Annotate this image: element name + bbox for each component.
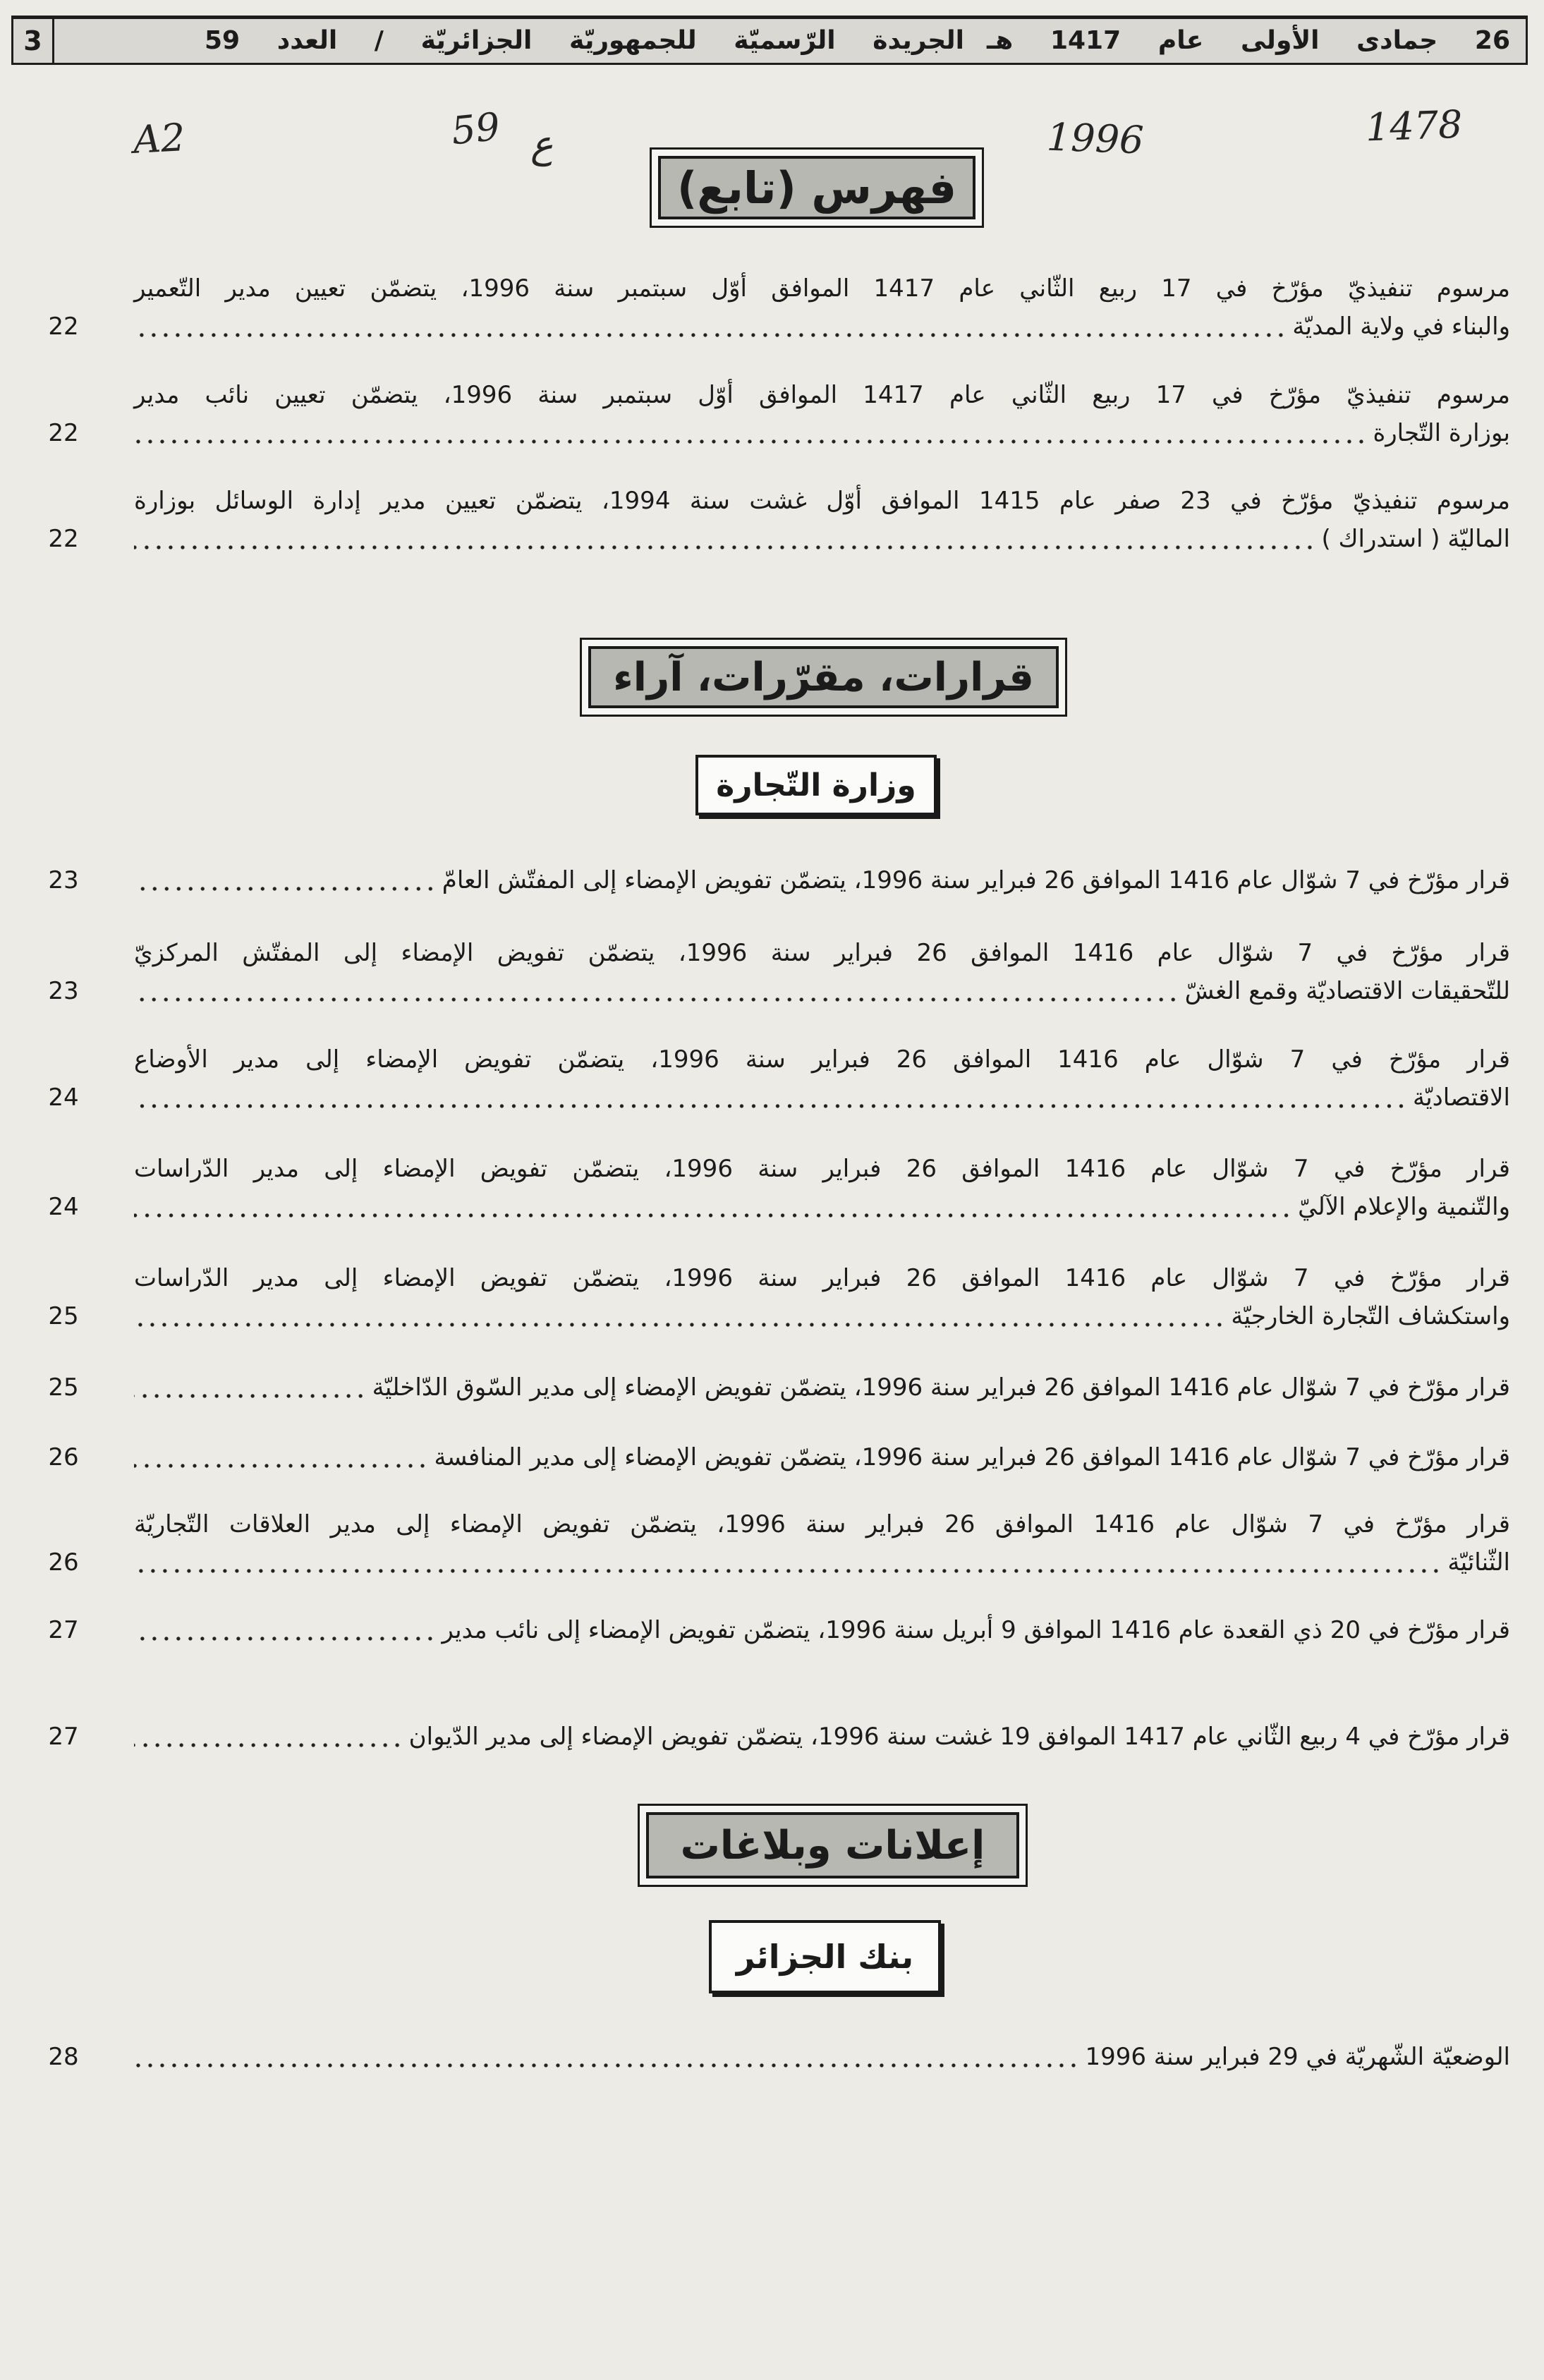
toc-entry-last-line	[134, 520, 1510, 558]
issue-date: 26 جمادى الأولى عام 1417 هـ	[987, 26, 1510, 55]
toc-page-number: 28	[48, 2043, 79, 2071]
toc-page-number: 22	[48, 525, 79, 553]
handwritten-year: 1996	[1045, 114, 1145, 163]
journal-title: الجريدة الرّسميّة للجمهوريّة الجزائريّة / العدد 59	[205, 26, 964, 55]
toc-entry-last-line	[134, 1297, 1510, 1335]
handwritten-code: A2	[132, 115, 186, 162]
toc-entry-line: واستكشاف التّجارة الخارجيّة	[1231, 1302, 1510, 1330]
toc-entry-last-line	[134, 1438, 1510, 1476]
toc-entry	[21, 1718, 1510, 1756]
journal-header	[11, 16, 1528, 65]
toc-entry-line: بوزارة التّجارة	[1373, 419, 1510, 447]
toc-entry-line: قرار مؤرّخ في 7 شوّال عام 1416 الموافق 26 فبراير سنة 1996، يتضمّن تفويض الإمضاء إلى مدير العلاقات التّجاريّة	[134, 1510, 1510, 1538]
dot-leader	[134, 414, 1367, 452]
toc-entry-line: قرار مؤرّخ في 7 شوّال عام 1416 الموافق 26 فبراير سنة 1996، يتضمّن تفويض الإمضاء إلى مدير السّوق الدّاخليّة	[372, 1373, 1510, 1402]
handwritten-issue-letter: ع	[530, 122, 554, 166]
dot-leader	[134, 1611, 436, 1649]
toc-entry-text	[134, 1259, 1510, 1335]
toc-entry-text	[134, 1718, 1510, 1756]
toc-page-number: 25	[48, 1373, 79, 1402]
handwritten-issue: 59	[449, 104, 502, 154]
toc-entry-last-line	[134, 1079, 1510, 1117]
toc-entry-line: قرار مؤرّخ في 7 شوّال عام 1416 الموافق 26 فبراير سنة 1996، يتضمّن تفويض الإمضاء إلى المفتّش العامّ	[442, 866, 1510, 894]
toc-entry-line: للتّحقيقات الاقتصاديّة وقمع الغشّ	[1184, 977, 1510, 1005]
toc-entry-text	[134, 1611, 1510, 1649]
dot-leader	[134, 1297, 1225, 1335]
dot-leader	[134, 2038, 1079, 2076]
toc-page-number: 26	[48, 1548, 79, 1577]
toc-entry-line: والتّنمية والإعلام الآليّ	[1298, 1193, 1510, 1221]
toc-entry-line: قرار مؤرّخ في 7 شوّال عام 1416 الموافق 26 فبراير سنة 1996، يتضمّن تفويض الإمضاء إلى المفتّش المركزيّ	[134, 939, 1510, 967]
toc-entry-line: مرسوم تنفيذيّ مؤرّخ في 17 ربيع الثّاني عام 1417 الموافق أوّل سبتمبر سنة 1996، يتضمّن تعيين مدير التّعمير	[134, 274, 1510, 303]
toc-entry-last-line	[134, 1543, 1510, 1581]
toc-entry	[21, 482, 1510, 558]
dot-leader	[134, 520, 1315, 558]
toc-entry	[21, 1368, 1510, 1407]
toc-entry-line: قرار مؤرّخ في 7 شوّال عام 1416 الموافق 26 فبراير سنة 1996، يتضمّن تفويض الإمضاء إلى مدير الدّراسات	[134, 1264, 1510, 1292]
toc-page-number: 25	[48, 1302, 79, 1330]
toc-page-number: 22	[48, 312, 79, 341]
section-title-index: فهرس (تابع)	[658, 156, 975, 219]
handwritten-number: 1478	[1364, 102, 1464, 150]
dot-leader	[134, 1543, 1442, 1581]
section-title-announcements: إعلانات وبلاغات	[646, 1812, 1019, 1878]
toc-page-number: 24	[48, 1083, 79, 1112]
toc-entry-text	[134, 934, 1510, 1010]
toc-entry-text	[134, 1040, 1510, 1117]
toc-entry-last-line	[134, 972, 1510, 1010]
toc-entry	[21, 376, 1510, 452]
toc-entry-line: الثّنائيّة	[1447, 1548, 1510, 1577]
toc-entry-text	[134, 1368, 1510, 1407]
toc-entry-line: والبناء في ولاية المديّة	[1292, 312, 1510, 341]
dot-leader	[134, 1188, 1292, 1226]
dot-leader	[134, 972, 1179, 1010]
toc-page-number: 23	[48, 866, 79, 894]
toc-entry-last-line	[134, 861, 1510, 899]
toc-page-number: 24	[48, 1193, 79, 1221]
toc-entry-text	[134, 1438, 1510, 1476]
toc-entry-last-line	[134, 1611, 1510, 1649]
dot-leader	[134, 308, 1287, 346]
toc-entry-last-line	[134, 308, 1510, 346]
toc-entry-line: مرسوم تنفيذيّ مؤرّخ في 17 ربيع الثّاني عام 1417 الموافق أوّل سبتمبر سنة 1996، يتضمّن تعيين نائب مدير	[134, 381, 1510, 409]
toc-entry	[21, 1438, 1510, 1476]
page-number: 3	[13, 19, 54, 63]
toc-entry-last-line	[134, 1718, 1510, 1756]
toc-entry-last-line	[134, 1188, 1510, 1226]
toc-entry	[21, 269, 1510, 346]
toc-entry	[21, 1259, 1510, 1335]
toc-entry-line: مرسوم تنفيذيّ مؤرّخ في 23 صفر عام 1415 الموافق أوّل غشت سنة 1994، يتضمّن تعيين مدير إدارة الوسائل بوزارة	[134, 487, 1511, 515]
toc-entry-line: الماليّة ( استدراك )	[1321, 525, 1510, 553]
toc-entry-text	[134, 269, 1510, 346]
toc-page-number: 27	[48, 1723, 79, 1751]
toc-entry	[21, 1150, 1510, 1226]
toc-entry	[21, 861, 1510, 899]
section-title-box	[638, 1804, 1028, 1887]
toc-entry-text	[134, 1505, 1510, 1581]
toc-entry-line: قرار مؤرّخ في 7 شوّال عام 1416 الموافق 26 فبراير سنة 1996، يتضمّن تفويض الإمضاء إلى مدير الأوضاع	[134, 1045, 1510, 1074]
dot-leader	[134, 1718, 403, 1756]
section-title-box	[650, 147, 984, 228]
toc-entry-last-line	[134, 1368, 1510, 1407]
toc-entry	[21, 1040, 1510, 1117]
toc-entry-text	[134, 376, 1510, 452]
toc-entry	[21, 1505, 1510, 1581]
toc-entry-line: الوضعيّة الشّهريّة في 29 فبراير سنة 1996	[1085, 2043, 1510, 2071]
toc-page-number: 23	[48, 977, 79, 1005]
toc-entry	[21, 934, 1510, 1010]
toc-entry-last-line	[134, 2038, 1510, 2076]
ministry-title: وزارة التّجارة	[695, 755, 937, 815]
dot-leader	[134, 861, 437, 899]
section-title-box	[580, 638, 1067, 717]
toc-entry-last-line	[134, 414, 1510, 452]
toc-entry-text	[134, 1150, 1510, 1226]
dot-leader	[134, 1079, 1407, 1117]
toc-entry-line: الاقتصاديّة	[1412, 1083, 1510, 1112]
dot-leader	[134, 1368, 367, 1407]
toc-page-number: 22	[48, 419, 79, 447]
toc-entry-line: قرار مؤرّخ في 4 ربيع الثّاني عام 1417 الموافق 19 غشت سنة 1996، يتضمّن تفويض الإمضاء إلى مدير الدّيوان	[408, 1723, 1510, 1751]
dot-leader	[134, 1438, 429, 1476]
toc-entry-line: قرار مؤرّخ في 20 ذي القعدة عام 1416 الموافق 9 أبريل سنة 1996، يتضمّن تفويض الإمضاء إلى نائب مدير	[442, 1616, 1510, 1644]
toc-entry-text	[134, 861, 1510, 899]
toc-entry-text	[134, 2038, 1510, 2076]
toc-entry-line: قرار مؤرّخ في 7 شوّال عام 1416 الموافق 26 فبراير سنة 1996، يتضمّن تفويض الإمضاء إلى مدير الدّراسات	[134, 1155, 1510, 1183]
toc-page-number: 26	[48, 1443, 79, 1471]
toc-entry-text	[134, 482, 1510, 558]
bank-title: بنك الجزائر	[709, 1920, 941, 1993]
toc-page-number: 27	[48, 1616, 79, 1644]
section-title-decisions: قرارات، مقرّرات، آراء	[588, 646, 1059, 708]
toc-entry-line: قرار مؤرّخ في 7 شوّال عام 1416 الموافق 26 فبراير سنة 1996، يتضمّن تفويض الإمضاء إلى مدير المنافسة	[434, 1443, 1510, 1471]
toc-entry	[21, 2038, 1510, 2076]
toc-entry	[21, 1611, 1510, 1649]
